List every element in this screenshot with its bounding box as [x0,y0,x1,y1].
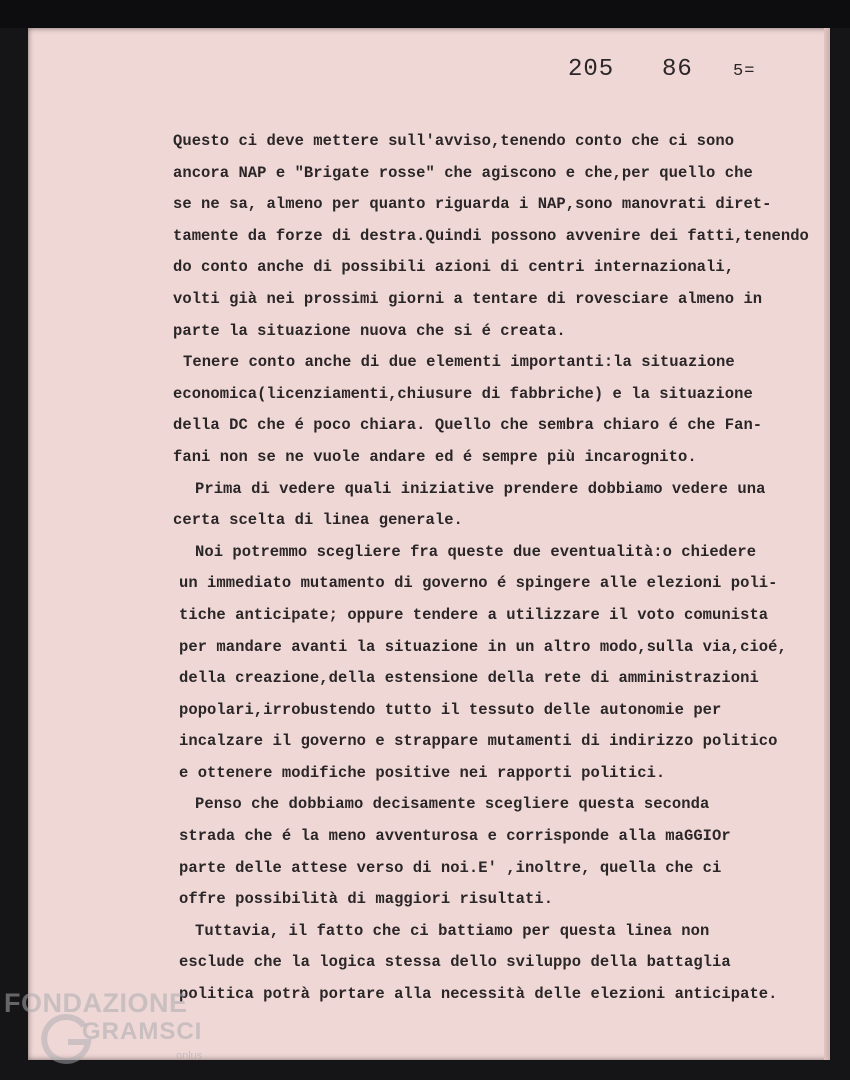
typed-body-text [173,126,813,1011]
text-line: popolari,irrobustendo tutto il tessuto delle autonomie per [179,700,722,719]
text-line: esclude che la logica stessa dello sviluppo della battaglia [179,953,731,972]
text-line: Tenere conto anche di due elementi importanti:la situazione [183,353,735,372]
text-line: per mandare avanti la situazione in un altro modo,sulla via,cioé, [179,637,787,656]
text-line: della creazione,della estensione della rete di amministrazioni [179,669,759,688]
text-line: parte la situazione nuova che si é creata. [173,321,566,340]
text-line: Questo ci deve mettere sull'avviso,tenendo conto che ci sono [173,132,735,150]
archive-page-number: 205 [568,56,615,83]
text-line: della DC che é poco chiara. Quello che sembra chiaro é che Fan- [173,416,763,435]
text-line: incalzare il governo e strappare mutamenti di indirizzo politico [179,732,778,751]
text-line: tiche anticipate; oppure tendere a utilizzare il voto comunista [179,605,769,624]
text-line: tamente da forze di destra.Quindi possono avvenire dei fatti,tenendo [173,226,809,245]
text-line: Tuttavia, il fatto che ci battiamo per questa linea non [195,921,710,940]
text-line: Noi potremmo scegliere fra queste due eventualità:o chiedere [195,542,757,561]
text-line: volti già nei prossimi giorni a tentare di rovesciare almeno in [173,289,763,308]
text-line: politica potrà portare alla necessità delle elezioni anticipate. [179,985,778,1004]
text-line: do conto anche di possibili azioni di centri internazionali, [173,258,735,277]
page-number-header [28,56,830,96]
text-line: fani non se ne vuole andare ed é sempre più incarognito. [173,447,697,466]
text-line: se ne sa, almeno per quanto riguarda i NAP,sono manovrati diret- [173,195,772,214]
fondazione-gramsci-watermark [4,988,224,1068]
text-line: ancora NAP e "Brigate rosse" che agiscono e che,per quello che [173,163,753,182]
watermark-line1: FONDAZIONE [4,988,188,1018]
text-line: strada che é la meno avventurosa e corrisponde alla maGGIOr [179,827,731,846]
text-line: certa scelta di linea generale. [173,511,463,530]
text-line: economica(licenziamenti,chiusure di fabbriche) e la situazione [173,384,753,403]
watermark-line2: GRAMSCI [82,1018,203,1045]
page-edge [824,28,830,1060]
watermark-line3: onlus [176,1050,203,1062]
text-line: un immediato mutamento di governo é spingere alle elezioni poli- [179,574,778,593]
scanner-frame-top [0,0,850,28]
folio-number: 86 [662,56,693,83]
text-line: parte delle attese verso di noi.E' ,inoltre, quella che ci [179,858,722,877]
text-line: e ottenere modifiche positive nei rapporti politici. [179,763,666,782]
text-line: Penso che dobbiamo decisamente scegliere questa seconda [195,795,710,814]
sheet-number: 5= [733,62,756,81]
text-line: offre possibilità di maggiori risultati. [179,890,554,909]
text-line: Prima di vedere quali iniziative prendere dobbiamo vedere una [195,479,766,498]
typewritten-page [28,28,830,1060]
